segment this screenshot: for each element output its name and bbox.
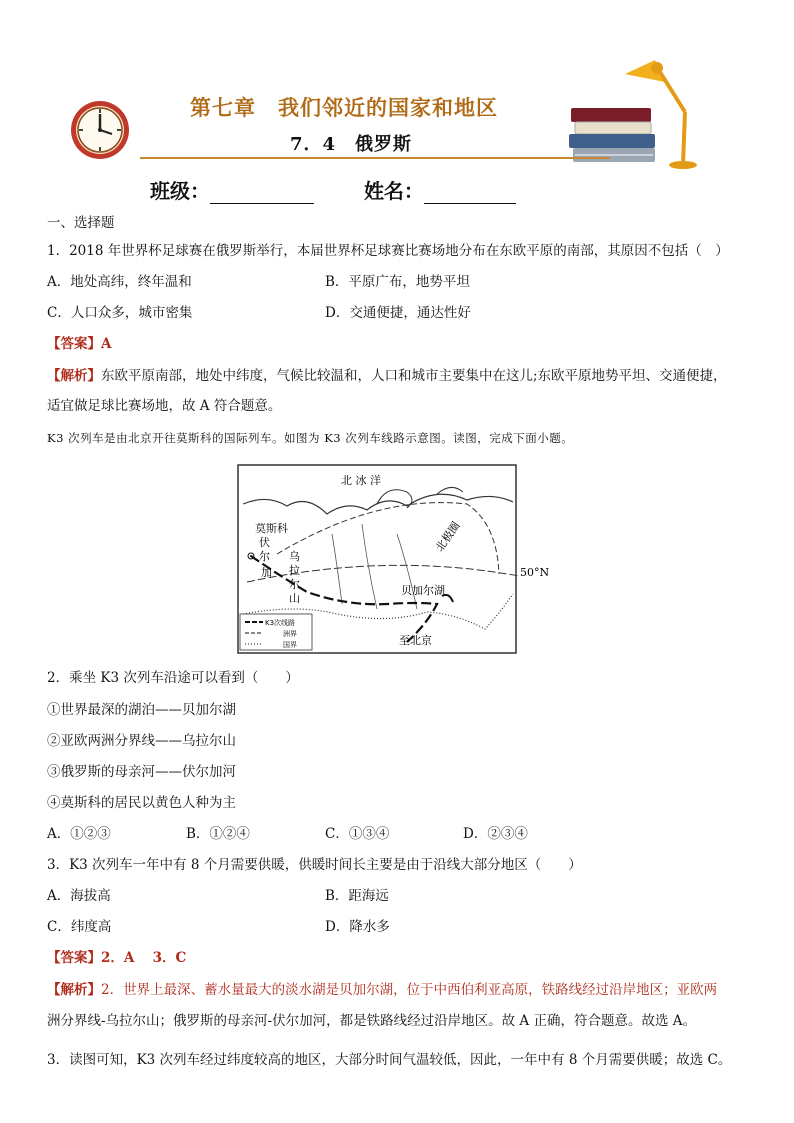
q1-analysis-line-1: 【解析】东欧平原南部，地处中纬度，气候比较温和，人口和城市主要集中在这儿;东欧平原地势平坦、交通便捷， <box>47 368 727 384</box>
q1-stem: 1．2018 年世界杯足球赛在俄罗斯举行，本届世界杯足球赛比赛场地分布在东欧平原的南部，其原因不包括（ ） <box>47 243 729 259</box>
q2-option-d: D．②③④ <box>463 826 528 842</box>
label-arctic-ocean: 北 冰 洋 <box>341 474 381 487</box>
name-blank <box>424 183 516 204</box>
chapter-title: 第七章 我们邻近的国家和地区 <box>190 95 498 120</box>
label-volga-1: 伏 <box>259 536 270 549</box>
books-lamp-icon <box>565 52 715 170</box>
q2-item-4: ④莫斯科的居民以黄色人种为主 <box>47 795 236 811</box>
analysis-tag: 【解析】 <box>47 982 101 998</box>
q23-analysis-line-1: 【解析】2．世界上最深、蓄水量最大的淡水湖是贝加尔湖，位于中西伯利亚高原，铁路线经过沿岸地区；亚欧两 <box>47 982 718 998</box>
analysis-tag: 【解析】 <box>47 368 101 384</box>
q2-stem: 2．乘坐 K3 次列车沿途可以看到（ ） <box>47 670 299 686</box>
q1-option-a: A．地处高纬，终年温和 <box>47 274 192 290</box>
label-volga-3: 加 <box>261 566 272 579</box>
header-divider <box>140 157 610 159</box>
answer-tag: 【答案】 <box>47 950 101 966</box>
q23-analysis-line-3: 3．读图可知，K3 次列车经过纬度较高的地区，大部分时间气温较低，因此，一年中有 8 个月需要供暖；故选 C。 <box>47 1052 732 1068</box>
label-moscow: 莫斯科 <box>255 522 288 535</box>
legend-k3: K3次线路 <box>265 619 296 627</box>
label-ural-2: 拉 <box>289 564 300 577</box>
q1-option-b: B．平原广布，地势平坦 <box>325 274 470 290</box>
label-ural-4: 山 <box>289 592 300 605</box>
name-label: 姓名： <box>363 179 424 203</box>
q23-analysis-line-2: 洲分界线-乌拉尔山；俄罗斯的母亲河-伏尔加河，都是铁路线经过沿岸地区。故 A 正确，符合题意。故选 A。 <box>47 1013 696 1029</box>
q3-option-b: B．距海远 <box>325 888 389 904</box>
q2-item-1: ①世界最深的湖泊——贝加尔湖 <box>47 702 236 718</box>
class-label: 班级： <box>150 179 210 203</box>
lesson-title: 7．4 俄罗斯 <box>290 134 413 155</box>
label-baikal: 贝加尔湖 <box>401 584 445 597</box>
clock-icon <box>68 100 138 162</box>
passage-intro: K3 次列车是由北京开往莫斯科的国际列车。如图为 K3 次列车线路示意图。读图，完成下面小题。 <box>47 431 574 445</box>
q3-option-a: A．海拔高 <box>47 888 111 904</box>
label-50n: 50°N <box>520 566 550 579</box>
q3-stem: 3．K3 次列车一年中有 8 个月需要供暖，供暖时间长主要是由于沿线大部分地区（ ） <box>47 857 582 873</box>
legend-country: 国界 <box>283 641 297 649</box>
label-ural-1: 乌 <box>289 550 300 563</box>
legend-continent: 洲界 <box>283 630 297 638</box>
class-name-row <box>150 175 516 204</box>
q3-option-c: C．纬度高 <box>47 919 112 935</box>
section-heading: 一、选择题 <box>47 215 115 231</box>
label-to-beijing: 至北京 <box>399 634 432 647</box>
q1-analysis-line-2: 适宜做足球比赛场地，故 A 符合题意。 <box>47 398 282 414</box>
answer-value: 2．A 3．C <box>101 950 187 966</box>
answer-value: A <box>101 336 112 352</box>
label-arctic-circle: 北极圈 <box>433 519 463 554</box>
q2-option-b: B．①②④ <box>186 826 250 842</box>
label-ural-3: 尔 <box>289 578 300 591</box>
q1-option-c: C．人口众多，城市密集 <box>47 305 193 321</box>
q23-answer <box>47 948 186 968</box>
class-blank <box>210 183 314 204</box>
q2-item-3: ③俄罗斯的母亲河——伏尔加河 <box>47 764 236 780</box>
q2-item-2: ②亚欧两洲分界线——乌拉尔山 <box>47 733 236 749</box>
label-volga-2: 尔 <box>259 550 270 563</box>
k3-route-map <box>237 464 557 656</box>
q2-option-c: C．①③④ <box>325 826 390 842</box>
q2-option-a: A．①②③ <box>47 826 111 842</box>
q1-answer <box>47 334 111 354</box>
q1-option-d: D．交通便捷，通达性好 <box>325 305 471 321</box>
q3-option-d: D．降水多 <box>325 919 390 935</box>
answer-tag: 【答案】 <box>47 336 101 352</box>
